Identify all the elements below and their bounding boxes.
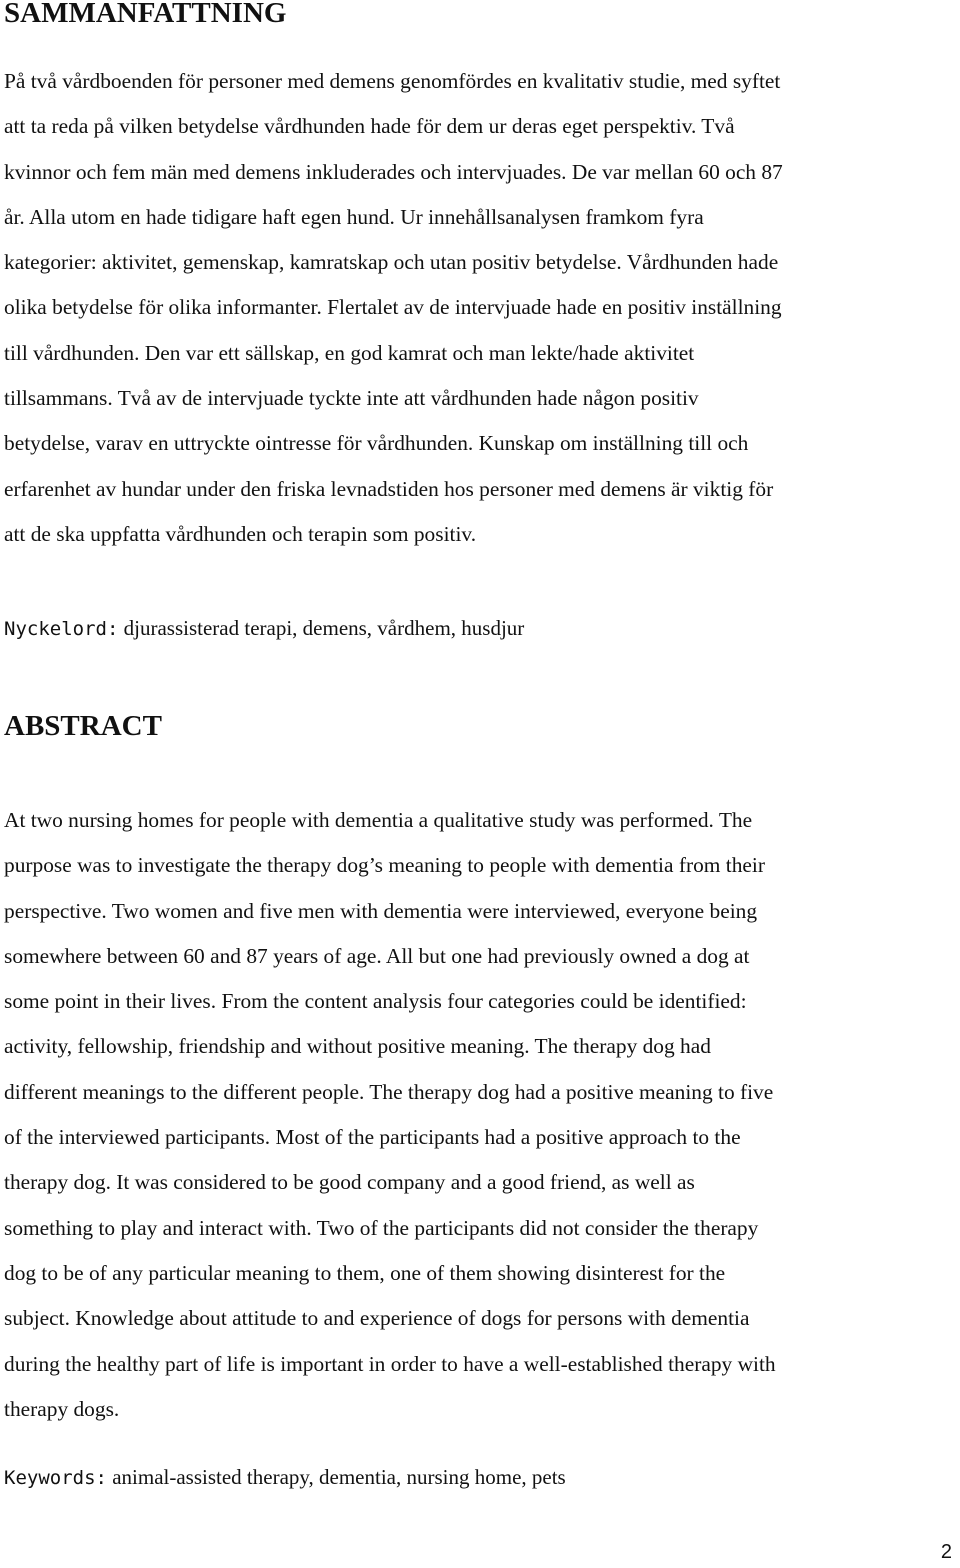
abstract-keywords-label: Keywords: <box>4 1467 107 1489</box>
summary-keywords-label: Nyckelord: <box>4 618 119 640</box>
page-number: 2 <box>940 1541 952 1563</box>
summary-paragraph: På två vårdboenden för personer med demens genomfördes en kvalitativ studie, med syftet att ta reda på vilken betydelse vårdhunden hade för dem ur deras eget perspektiv. Två kvinnor och fem män med demens inkluderades och intervjuades. De var mellan 60 och 87 år. Alla utom en hade tidigare haft egen hund. Ur innehållsanalysen framkom fyra kategorier: aktivitet, gemenskap, kamratskap och utan positiv betydelse. Vårdhunden hade olika betydelse för olika informanter. Flertalet av de intervjuade hade en positiv inställning till vårdhunden. Den var ett sällskap, en god kamrat och man lekte/hade aktivitet tillsammans. Två av de intervjuade tyckte inte att vårdhunden hade någon positiv betydelse, varav en uttryckte ointresse för vårdhunden. Kunskap om inställning till och erfarenhet av hundar under den friska levnadstiden hos personer med demens är viktig för att de ska uppfatta vårdhunden och terapin som positiv. <box>4 69 783 546</box>
abstract-keywords <box>4 1462 566 1493</box>
summary-heading: SAMMANFATTNING <box>4 0 287 29</box>
abstract-paragraph: At two nursing homes for people with dementia a qualitative study was performed. The purpose was to investigate the therapy dog’s meaning to people with dementia from their perspective. Two women and five men with dementia were interviewed, everyone being somewhere between 60 and 87 years of age. All but one had previously owned a dog at some point in their lives. From the content analysis four categories could be identified: activity, fellowship, friendship and without positive meaning. The therapy dog had different meanings to the different people. The therapy dog had a positive meaning to five of the interviewed participants. Most of the participants had a positive approach to the therapy dog. It was considered to be good company and a good friend, as well as something to play and interact with. Two of the participants did not consider the therapy dog to be of any particular meaning to them, one of them showing disinterest for the subject. Knowledge about attitude to and experience of dogs for persons with dementia during the healthy part of life is important in order to have a well-established therapy with therapy dogs. <box>4 808 776 1421</box>
abstract-heading: ABSTRACT <box>4 710 162 742</box>
summary-keywords <box>4 613 524 644</box>
summary-keywords-list: djurassisterad terapi, demens, vårdhem, husdjur <box>118 616 525 640</box>
abstract-keywords-list: animal-assisted therapy, dementia, nursing home, pets <box>106 1465 566 1489</box>
